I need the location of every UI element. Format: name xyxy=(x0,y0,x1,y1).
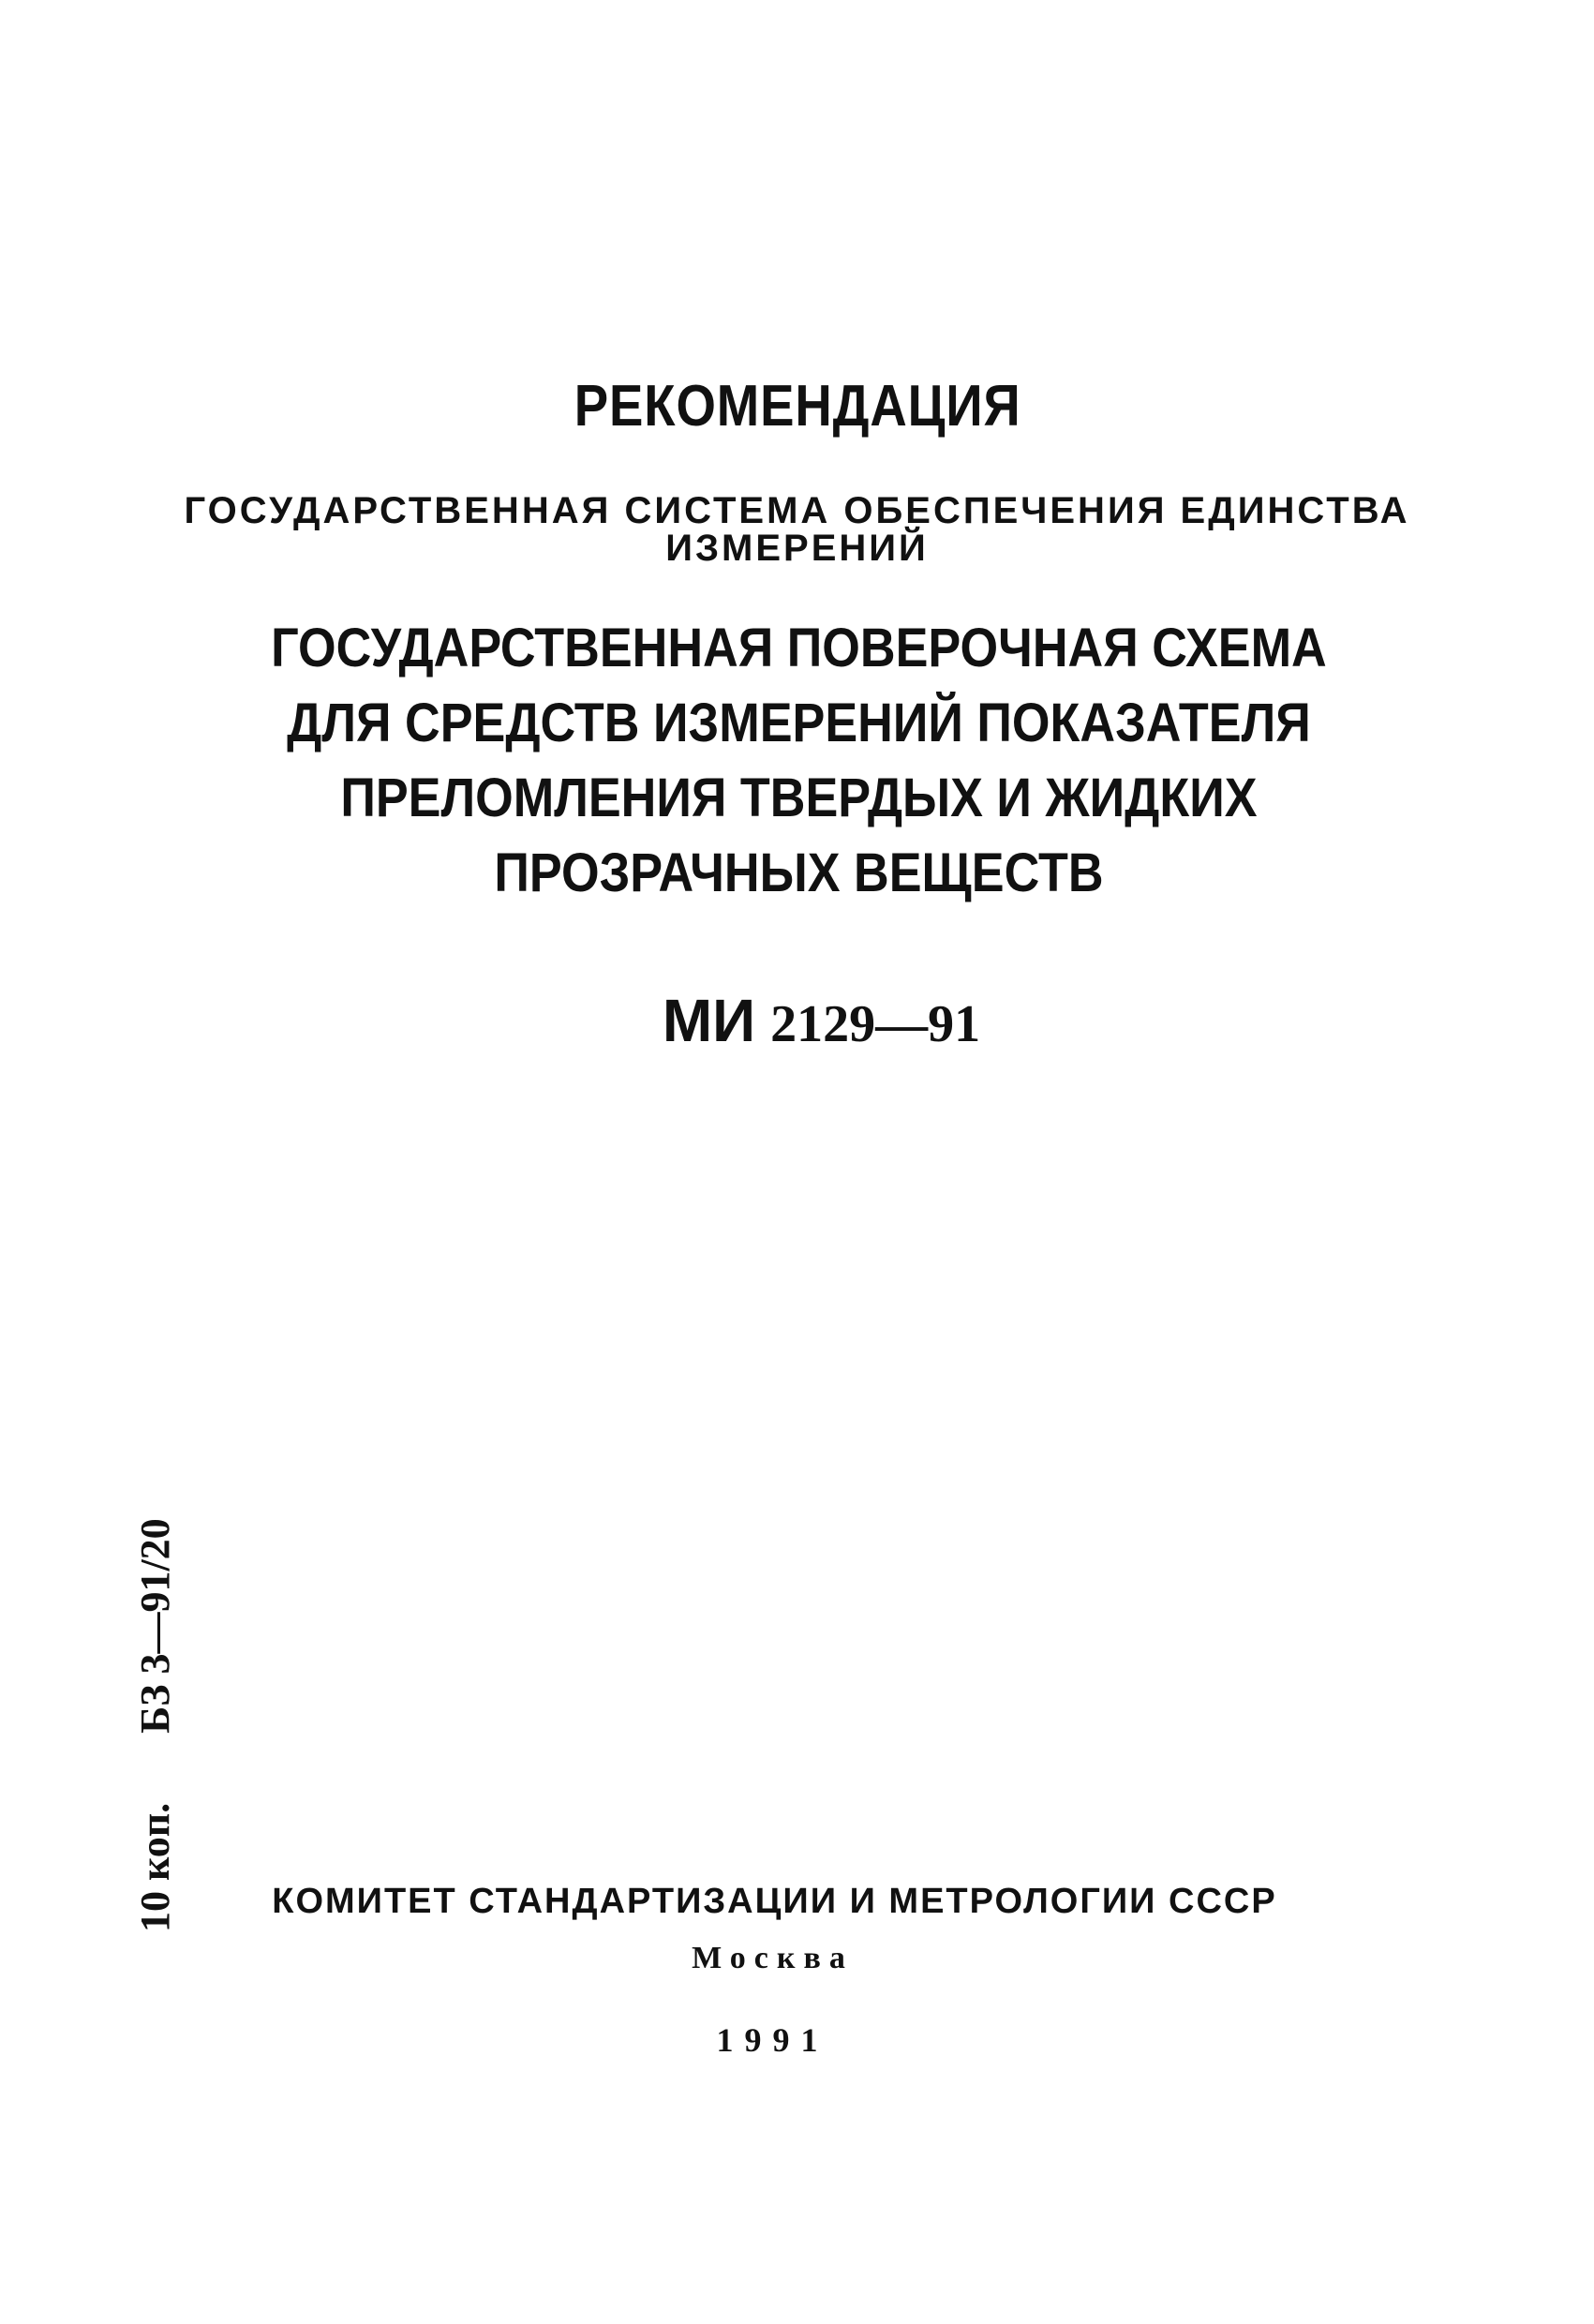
document-type-heading: РЕКОМЕНДАЦИЯ xyxy=(574,374,1021,439)
system-heading xyxy=(0,492,1594,567)
document-title xyxy=(82,611,1516,911)
title-line: ГОСУДАРСТВЕННАЯ ПОВЕРОЧНАЯ СХЕМА xyxy=(271,618,1327,678)
publication-year: 1991 xyxy=(716,2021,829,2059)
code-prefix: МИ xyxy=(662,987,756,1054)
title-line: ДЛЯ СРЕДСТВ ИЗМЕРЕНИЙ ПОКАЗАТЕЛЯ xyxy=(287,693,1311,753)
title-line: ПРЕЛОМЛЕНИЯ ТВЕРДЫХ И ЖИДКИХ xyxy=(340,767,1258,828)
publisher-name: КОМИТЕТ СТАНДАРТИЗАЦИИ И МЕТРОЛОГИИ СССР xyxy=(272,1882,1277,1921)
price-label: 10 коп. xyxy=(132,1802,178,1932)
code-number: 2129—91 xyxy=(770,995,981,1053)
publishing-index: БЗ 3—91/20 xyxy=(132,1518,178,1734)
system-heading-line: ГОСУДАРСТВЕННАЯ СИСТЕМА ОБЕСПЕЧЕНИЯ ЕДИНСТВА xyxy=(184,490,1410,531)
document-code xyxy=(24,986,1594,1055)
system-heading-line: ИЗМЕРЕНИЙ xyxy=(665,528,929,569)
side-imprint xyxy=(131,1314,179,1932)
title-line: ПРОЗРАЧНЫХ ВЕЩЕСТВ xyxy=(494,842,1104,903)
publisher-city: Москва xyxy=(692,1941,854,1975)
